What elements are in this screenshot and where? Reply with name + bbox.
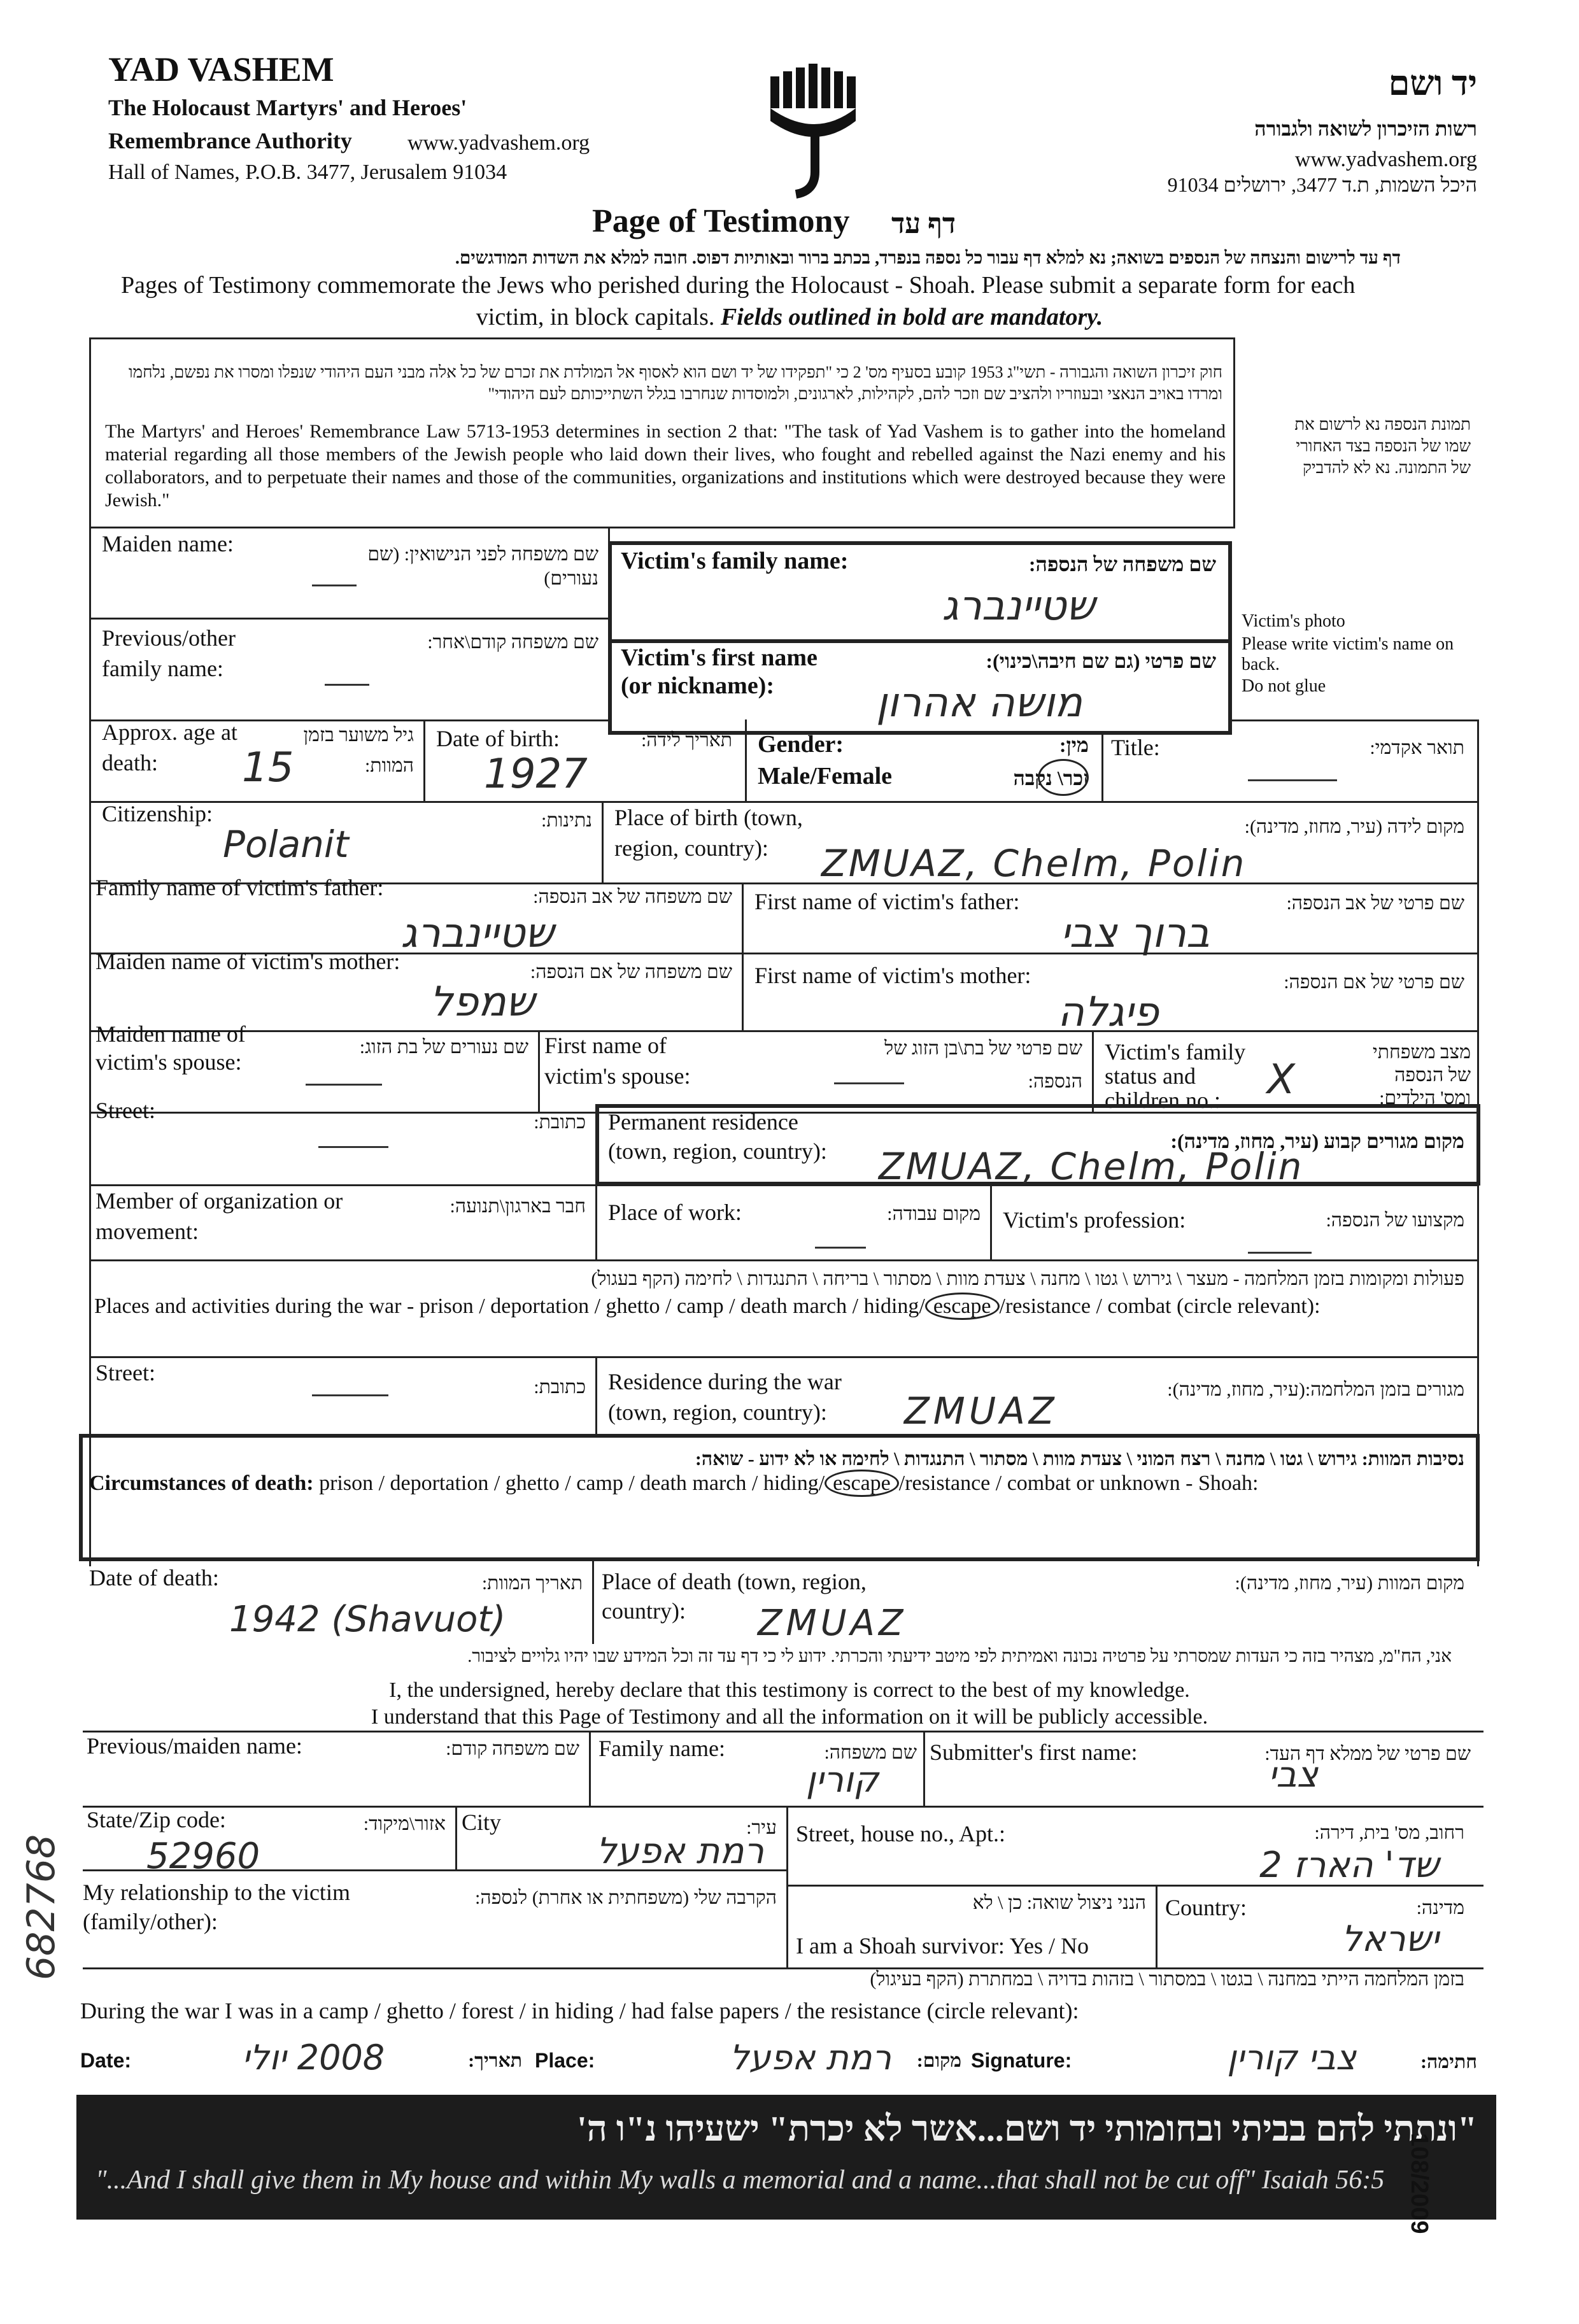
profession-label: Victim's profession: bbox=[1003, 1207, 1186, 1233]
work-label: Place of work: bbox=[608, 1200, 742, 1225]
margin-number: 682768 bbox=[19, 1834, 64, 1980]
place-value[interactable]: רמת אפעל bbox=[729, 2037, 891, 2078]
signature-value[interactable]: צבי קורין bbox=[1227, 2037, 1356, 2078]
first-name-value[interactable]: מושה אהרון bbox=[876, 679, 1082, 726]
mother-first-label: First name of victim's mother: bbox=[754, 963, 1031, 988]
submitter-family-label-he: שם משפחה: bbox=[824, 1742, 917, 1763]
address-he: היכל השמות, ת.ד 3477, ירושלים 91034 bbox=[1167, 173, 1477, 196]
photo-note-he: תמונת הנספה נא לרשום את שמו של הנספה בצד האחורי של התמונה. נא לא להדביק bbox=[1294, 415, 1471, 477]
member-label-he: חבר בארגון\תנועה: bbox=[450, 1196, 586, 1217]
dod-label: Date of death: bbox=[89, 1565, 219, 1591]
date-value[interactable]: 2008 יולי bbox=[242, 2037, 385, 2078]
divider bbox=[538, 1030, 540, 1113]
submitter-first-label-he: שם פרטי של ממלא דף העד: bbox=[1264, 1743, 1471, 1764]
pob-value[interactable]: ZMUAZ, Chelm, Polin bbox=[821, 842, 1247, 885]
divider bbox=[89, 1356, 1477, 1358]
title-dash bbox=[1248, 779, 1337, 781]
divider bbox=[742, 882, 744, 1030]
war-residence-label-he: מגורים בזמן המלחמה:(עיר, מחוז, מדינה): bbox=[1167, 1379, 1464, 1400]
residence-value[interactable]: ZMUAZ, Chelm, Polin bbox=[879, 1145, 1304, 1188]
submitter-family-label: Family name: bbox=[598, 1736, 725, 1761]
divider bbox=[1229, 719, 1477, 721]
dob-value[interactable]: 1927 bbox=[484, 751, 588, 798]
circumstances-he: נסיבות המוות: גירוש \ גטו \ מחנה \ רצח המוני \ צעדת מוות \ מסתור \ התנגדות \ לחימה או לא ידוע - שואה: bbox=[695, 1449, 1464, 1470]
mother-first-label-he: שם פרטי של אם הנספה: bbox=[1284, 972, 1464, 993]
country-label-he: מדינה: bbox=[1416, 1897, 1464, 1918]
zip-value[interactable]: 52960 bbox=[146, 1836, 260, 1877]
place-label-he: מקום: bbox=[916, 2050, 961, 2071]
survivor-label: I am a Shoah survivor: Yes / No bbox=[796, 1933, 1089, 1959]
gender-male-circle bbox=[1038, 759, 1089, 796]
gender-label-2: Male/Female bbox=[758, 763, 893, 790]
pob-label-he: מקום לידה (עיר, מחוז, מדינה): bbox=[1244, 816, 1464, 837]
title-label-he: תואר אקדמי: bbox=[1370, 737, 1464, 758]
declaration-line2: I understand that this Page of Testimony and all the information on it will be publicly accessible. bbox=[371, 1705, 1208, 1729]
country-label: Country: bbox=[1165, 1895, 1247, 1920]
divider bbox=[602, 801, 604, 884]
family-status-label-2: status and bbox=[1105, 1063, 1196, 1089]
date-label-he: תאריך: bbox=[468, 2050, 522, 2071]
spouse-maiden-dash bbox=[306, 1084, 382, 1086]
org-line1: The Holocaust Martyrs' and Heroes' bbox=[108, 95, 467, 120]
survivor-label-he: הנני ניצול שואה: כן \ לא bbox=[972, 1892, 1146, 1913]
dod-label-he: תאריך המוות: bbox=[481, 1573, 583, 1594]
yad-vashem-logo bbox=[764, 64, 866, 204]
residence-label-1: Permanent residence bbox=[608, 1109, 798, 1135]
family-status-value[interactable]: X bbox=[1267, 1056, 1295, 1103]
mandatory-note: Fields outlined in bold are mandatory. bbox=[720, 304, 1103, 330]
law-english: The Martyrs' and Heroes' Remembrance Law 5713-1953 determines in section 2 that: "The task of Yad Vashem is to gather into the homeland material regarding all those members of the Jewish people who laid down their lives, who fought and rebelled against the Nazi enemy and his collaborators, and to perpetuate their names and those of the communities, organizations and institutions which were destroyed because they were Jewish." bbox=[105, 421, 1226, 511]
family-status-label-he-1: מצב משפחתי bbox=[1372, 1042, 1471, 1063]
submitter-prev-label-he: שם משפחה קודם: bbox=[446, 1738, 579, 1759]
residence-label-2: (town, region, country): bbox=[608, 1138, 827, 1164]
divider bbox=[83, 1869, 786, 1871]
war-submitter-he: בזמן המלחמה הייתי במחנה \ בגטו \ במסתור \ בזהות בדויה \ במחתרת (הקף בעיגול) bbox=[870, 1969, 1464, 1990]
country-value[interactable]: ישראל bbox=[1341, 1918, 1439, 1960]
city-label-he: עיר: bbox=[746, 1817, 777, 1838]
family-name-label: Victim's family name: bbox=[621, 548, 849, 574]
mother-maiden-value[interactable]: שמפל bbox=[429, 979, 535, 1026]
footer-english: "...And I shall give them in My house and within My walls a memorial and a name...that shall not be cut off" Isaiah 56:5 bbox=[96, 2165, 1385, 2195]
divider bbox=[786, 1885, 1483, 1887]
divider bbox=[1092, 1030, 1094, 1113]
gender-label-he-1: מין: bbox=[1059, 733, 1089, 756]
place-label: Place: bbox=[535, 2049, 595, 2072]
law-hebrew: חוק זיכרון השואה והגבורה - תשי"ג 1953 קובע בסעיף מס' 2 כי "תפקידו של יד ושם הוא לאסוף אל המולדת את זכרם של כל אלה מבני העם היהודי שנפלו ומסרו את נפשם, נלחמו ומרדו באויב הנאצי ובעוזריו ולהציב שם וזכר להם, לקהילות, לארגונים, ולמוסדות שנחרבו בגלל השתייכותם לעם היהודי" bbox=[129, 363, 1222, 403]
intro-hebrew: דף עד לרישום והנצחה של הנספים בשואה; נא למלא דף עבור כל נספה בנפרד, בכתב ברור ובאותיות דפוס. חובה למלא את השדות המודגשים. bbox=[455, 248, 1401, 268]
street-submitter-label-he: רחוב, מס' בית, דירה: bbox=[1314, 1822, 1464, 1843]
submitter-prev-label: Previous/maiden name: bbox=[87, 1733, 302, 1759]
divider bbox=[923, 1731, 925, 1806]
form-left-border bbox=[89, 528, 91, 1566]
relationship-label-2: (family/other): bbox=[83, 1909, 218, 1934]
pod-label-1: Place of death (town, region, bbox=[602, 1569, 867, 1594]
prev-family-label-he: שם משפחה קודם\אחר: bbox=[427, 632, 598, 653]
activities-en bbox=[94, 1293, 1476, 1321]
activities-en-b: /resistance / combat (circle relevant): bbox=[999, 1294, 1321, 1318]
dob-label-he: תאריך לידה: bbox=[641, 730, 732, 751]
divider bbox=[595, 1184, 597, 1261]
intro-line2-text: victim, in block capitals. bbox=[476, 304, 721, 330]
prev-family-dash bbox=[325, 684, 369, 686]
street2-dash bbox=[312, 1394, 388, 1396]
relationship-label-he: הקרבה שלי (משפחתית או אחרת) לנספה: bbox=[475, 1887, 777, 1908]
divider bbox=[1156, 1885, 1158, 1967]
spouse-first-label-he-1: שם פרטי של בת\בן הזוג של bbox=[884, 1038, 1082, 1059]
family-status-label-he-2: של הנספה bbox=[1394, 1065, 1471, 1086]
activities-escape-circled: escape bbox=[925, 1293, 1000, 1320]
circumstances-label: Circumstances of death: bbox=[89, 1471, 314, 1495]
divider bbox=[455, 1806, 457, 1869]
circumstances-en-a: prison / deportation / ghetto / camp / death march / hiding/ bbox=[313, 1471, 825, 1495]
age-label-1: Approx. age at bbox=[102, 719, 237, 745]
father-family-label: Family name of victim's father: bbox=[96, 875, 384, 900]
address: Hall of Names, P.O.B. 3477, Jerusalem 91034 bbox=[108, 160, 507, 184]
first-name-label-2: (or nickname): bbox=[621, 672, 774, 699]
member-label-1: Member of organization or bbox=[96, 1188, 343, 1214]
prev-family-label-2: family name: bbox=[102, 656, 223, 681]
divider bbox=[595, 1356, 597, 1436]
age-value[interactable]: 15 bbox=[242, 744, 294, 791]
pob-label-2: region, country): bbox=[614, 835, 768, 861]
family-name-value[interactable]: שטיינברג bbox=[942, 583, 1095, 630]
family-status-label-he-3: ומס' הילדים: bbox=[1379, 1088, 1471, 1109]
first-name-label-1: Victim's first name bbox=[621, 644, 818, 671]
divider bbox=[89, 1259, 1477, 1261]
family-status-label-1: Victim's family bbox=[1105, 1039, 1246, 1065]
circumstances-escape-circled: escape bbox=[825, 1470, 899, 1497]
divider bbox=[89, 801, 1477, 803]
divider bbox=[83, 1806, 1483, 1808]
gender-label-1: Gender: bbox=[758, 731, 844, 758]
war-residence-label-1: Residence during the war bbox=[608, 1369, 842, 1394]
submitter-first-label: Submitter's first name: bbox=[930, 1739, 1138, 1765]
spouse-first-label-2: victim's spouse: bbox=[544, 1063, 691, 1089]
dod-value[interactable]: 1942 (Shavuot) bbox=[229, 1599, 506, 1640]
submitter-first-value[interactable]: צבי bbox=[1268, 1754, 1318, 1796]
org-line2: Remembrance Authority bbox=[108, 128, 352, 153]
street-dash bbox=[318, 1146, 388, 1148]
org-name: YAD VASHEM bbox=[108, 50, 334, 89]
mother-maiden-label-he: שם משפחה של אם הנספה: bbox=[530, 961, 732, 982]
zip-label-he: אזור\מיקוד: bbox=[363, 1813, 446, 1834]
org-name-he: יד ושם bbox=[1388, 64, 1477, 103]
residence-label-he: מקום מגורים קבוע (עיר, מחוז, מדינה): bbox=[1170, 1130, 1464, 1152]
spouse-maiden-label-he: שם נעורים של בת הזוג: bbox=[359, 1037, 528, 1058]
spouse-first-label-1: First name of bbox=[544, 1033, 667, 1058]
prev-family-label-1: Previous/other bbox=[102, 625, 236, 651]
street2-label-he: כתובת: bbox=[534, 1377, 586, 1398]
divider bbox=[990, 1184, 992, 1261]
age-label-2: death: bbox=[102, 750, 158, 776]
footer-hebrew: "ונתתי להם בביתי ובחומותי יד ושם...אשר לא יכרת" ישעיהו נ"ו ה' bbox=[577, 2109, 1477, 2149]
side-code: 108/2009 bbox=[1406, 2133, 1433, 2234]
first-name-label-he: שם פרטי (גם שם חיבה\כינוי): bbox=[986, 649, 1216, 672]
date-label: Date: bbox=[80, 2049, 132, 2072]
family-name-label-he: שם משפחה של הנספה: bbox=[1028, 553, 1216, 576]
war-submitter-en: During the war I was in a camp / ghetto / forest / in hiding / had false papers / the resistance (circle relevant): bbox=[80, 1998, 1079, 2023]
zip-label: State/Zip code: bbox=[87, 1807, 226, 1832]
profession-dash bbox=[1248, 1252, 1312, 1254]
age-label-he-1: גיל משוער בזמן bbox=[303, 725, 414, 746]
pod-label-2: country): bbox=[602, 1598, 686, 1624]
divider bbox=[1101, 735, 1103, 802]
member-label-2: movement: bbox=[96, 1219, 199, 1244]
street-label-he: כתובת: bbox=[534, 1112, 586, 1133]
father-family-value[interactable]: שטיינברג bbox=[400, 910, 554, 957]
divider bbox=[89, 618, 611, 620]
street-label: Street: bbox=[96, 1098, 155, 1123]
divider bbox=[589, 1731, 591, 1806]
page-title-he: דף עד bbox=[891, 208, 956, 239]
father-first-label-he: שם פרטי של אב הנספה: bbox=[1286, 893, 1464, 914]
activities-en-a: Places and activities during the war - prison / deportation / ghetto / camp / death march / hiding/ bbox=[94, 1294, 925, 1318]
relationship-label-1: My relationship to the victim bbox=[83, 1880, 350, 1905]
divider bbox=[745, 719, 747, 802]
dob-label: Date of birth: bbox=[436, 726, 560, 751]
citizenship-value[interactable]: Polanit bbox=[223, 823, 349, 866]
intro-line1-text: Pages of Testimony commemorate the Jews who perished during the Holocaust - Shoah. Please submit a separate form for each bbox=[121, 272, 1356, 299]
intro-line1 bbox=[121, 271, 1483, 299]
maiden-name-label: Maiden name: bbox=[102, 531, 234, 556]
declaration-he: אני, הח"מ, מצהיר בזה כי העדות שמסרתי על פרטיה נכונה ואמיתית לפי מיטב ידיעתי והכרתי. ידוע לי כי דף עד זה וכל המידע שבו יהיו גלויים לציבור. bbox=[467, 1647, 1452, 1666]
war-residence-label-2: (town, region, country): bbox=[608, 1399, 827, 1425]
family-status-label-3: children no.: bbox=[1105, 1088, 1221, 1113]
photo-note-en2: Please write victim's name on back. bbox=[1242, 634, 1454, 674]
street-submitter-label: Street, house no., Apt.: bbox=[796, 1821, 1005, 1846]
city-label: City bbox=[462, 1810, 502, 1835]
intro-line2 bbox=[0, 303, 1579, 331]
signature-label-he: חתימה: bbox=[1420, 2051, 1477, 2072]
pob-label-1: Place of birth (town, bbox=[614, 805, 803, 830]
citizenship-label: Citizenship: bbox=[102, 801, 213, 826]
maiden-name-label-he: שם משפחה לפני הנישואין: (שם נעורים) bbox=[367, 544, 598, 589]
divider bbox=[786, 1806, 788, 1967]
maiden-name-dash bbox=[312, 585, 357, 586]
father-first-value[interactable]: ברוך צבי bbox=[1060, 910, 1210, 957]
page-title: Page of Testimony bbox=[592, 203, 850, 239]
gender-label-he-2: זכר\ נקבה bbox=[1013, 767, 1089, 790]
pod-label-he: מקום המוות (עיר, מחוז, מדינה): bbox=[1235, 1573, 1464, 1594]
website: www.yadvashem.org bbox=[407, 131, 590, 155]
photo-note-en1: Victim's photo bbox=[1242, 611, 1345, 631]
street-submitter-value[interactable]: שד' הארז 2 bbox=[1259, 1845, 1439, 1886]
circumstances-en bbox=[89, 1470, 1471, 1498]
divider bbox=[89, 1184, 1477, 1186]
spouse-maiden-label-1: Maiden name of bbox=[96, 1021, 246, 1047]
spouse-first-dash bbox=[834, 1082, 904, 1084]
org-line-he: רשות הזיכרון לשואה ולגבורה bbox=[1254, 117, 1477, 140]
website-he: www.yadvashem.org bbox=[1294, 148, 1477, 171]
divider bbox=[592, 1561, 594, 1644]
father-family-label-he: שם משפחה של אב הנספה: bbox=[533, 886, 732, 907]
photo-note-en3: Do not glue bbox=[1242, 676, 1326, 696]
title-label: Title: bbox=[1111, 735, 1160, 760]
mother-maiden-label: Maiden name of victim's mother: bbox=[96, 949, 400, 974]
work-dash bbox=[815, 1247, 866, 1249]
city-value[interactable]: רמת אפעל bbox=[596, 1831, 764, 1872]
citizenship-label-he: נתינות: bbox=[541, 810, 592, 831]
divider bbox=[423, 719, 425, 802]
profession-label-he: מקצועו של הנספה: bbox=[1326, 1210, 1464, 1231]
street2-label: Street: bbox=[96, 1360, 155, 1385]
mother-first-value[interactable]: פיגלה bbox=[1058, 989, 1159, 1036]
pod-value[interactable]: ZMUAZ bbox=[758, 1603, 907, 1644]
work-label-he: מקום עבודה: bbox=[887, 1203, 981, 1224]
war-residence-value[interactable]: ZMUAZ bbox=[904, 1389, 1058, 1433]
spouse-first-label-he-2: הנספה: bbox=[1028, 1071, 1082, 1092]
spouse-maiden-label-2: victim's spouse: bbox=[96, 1049, 242, 1075]
activities-he: פעולות ומקומות בזמן המלחמה - מעצר \ גירוש \ גטו \ מחנה \ צעדת מוות \ מסתור \ בריחה \ התנגדות \ לחימה (הקף בעגול) bbox=[591, 1268, 1464, 1289]
submitter-family-value[interactable]: קורין bbox=[805, 1759, 879, 1801]
signature-label: Signature: bbox=[971, 2049, 1072, 2072]
divider bbox=[89, 1030, 1477, 1032]
declaration-line1: I, the undersigned, hereby declare that this testimony is correct to the best of my knowledge. bbox=[389, 1678, 1190, 1702]
father-first-label: First name of victim's father: bbox=[754, 889, 1020, 914]
age-label-he-2: המוות: bbox=[364, 755, 414, 776]
circumstances-en-b: /resistance / combat or unknown - Shoah: bbox=[898, 1471, 1259, 1495]
